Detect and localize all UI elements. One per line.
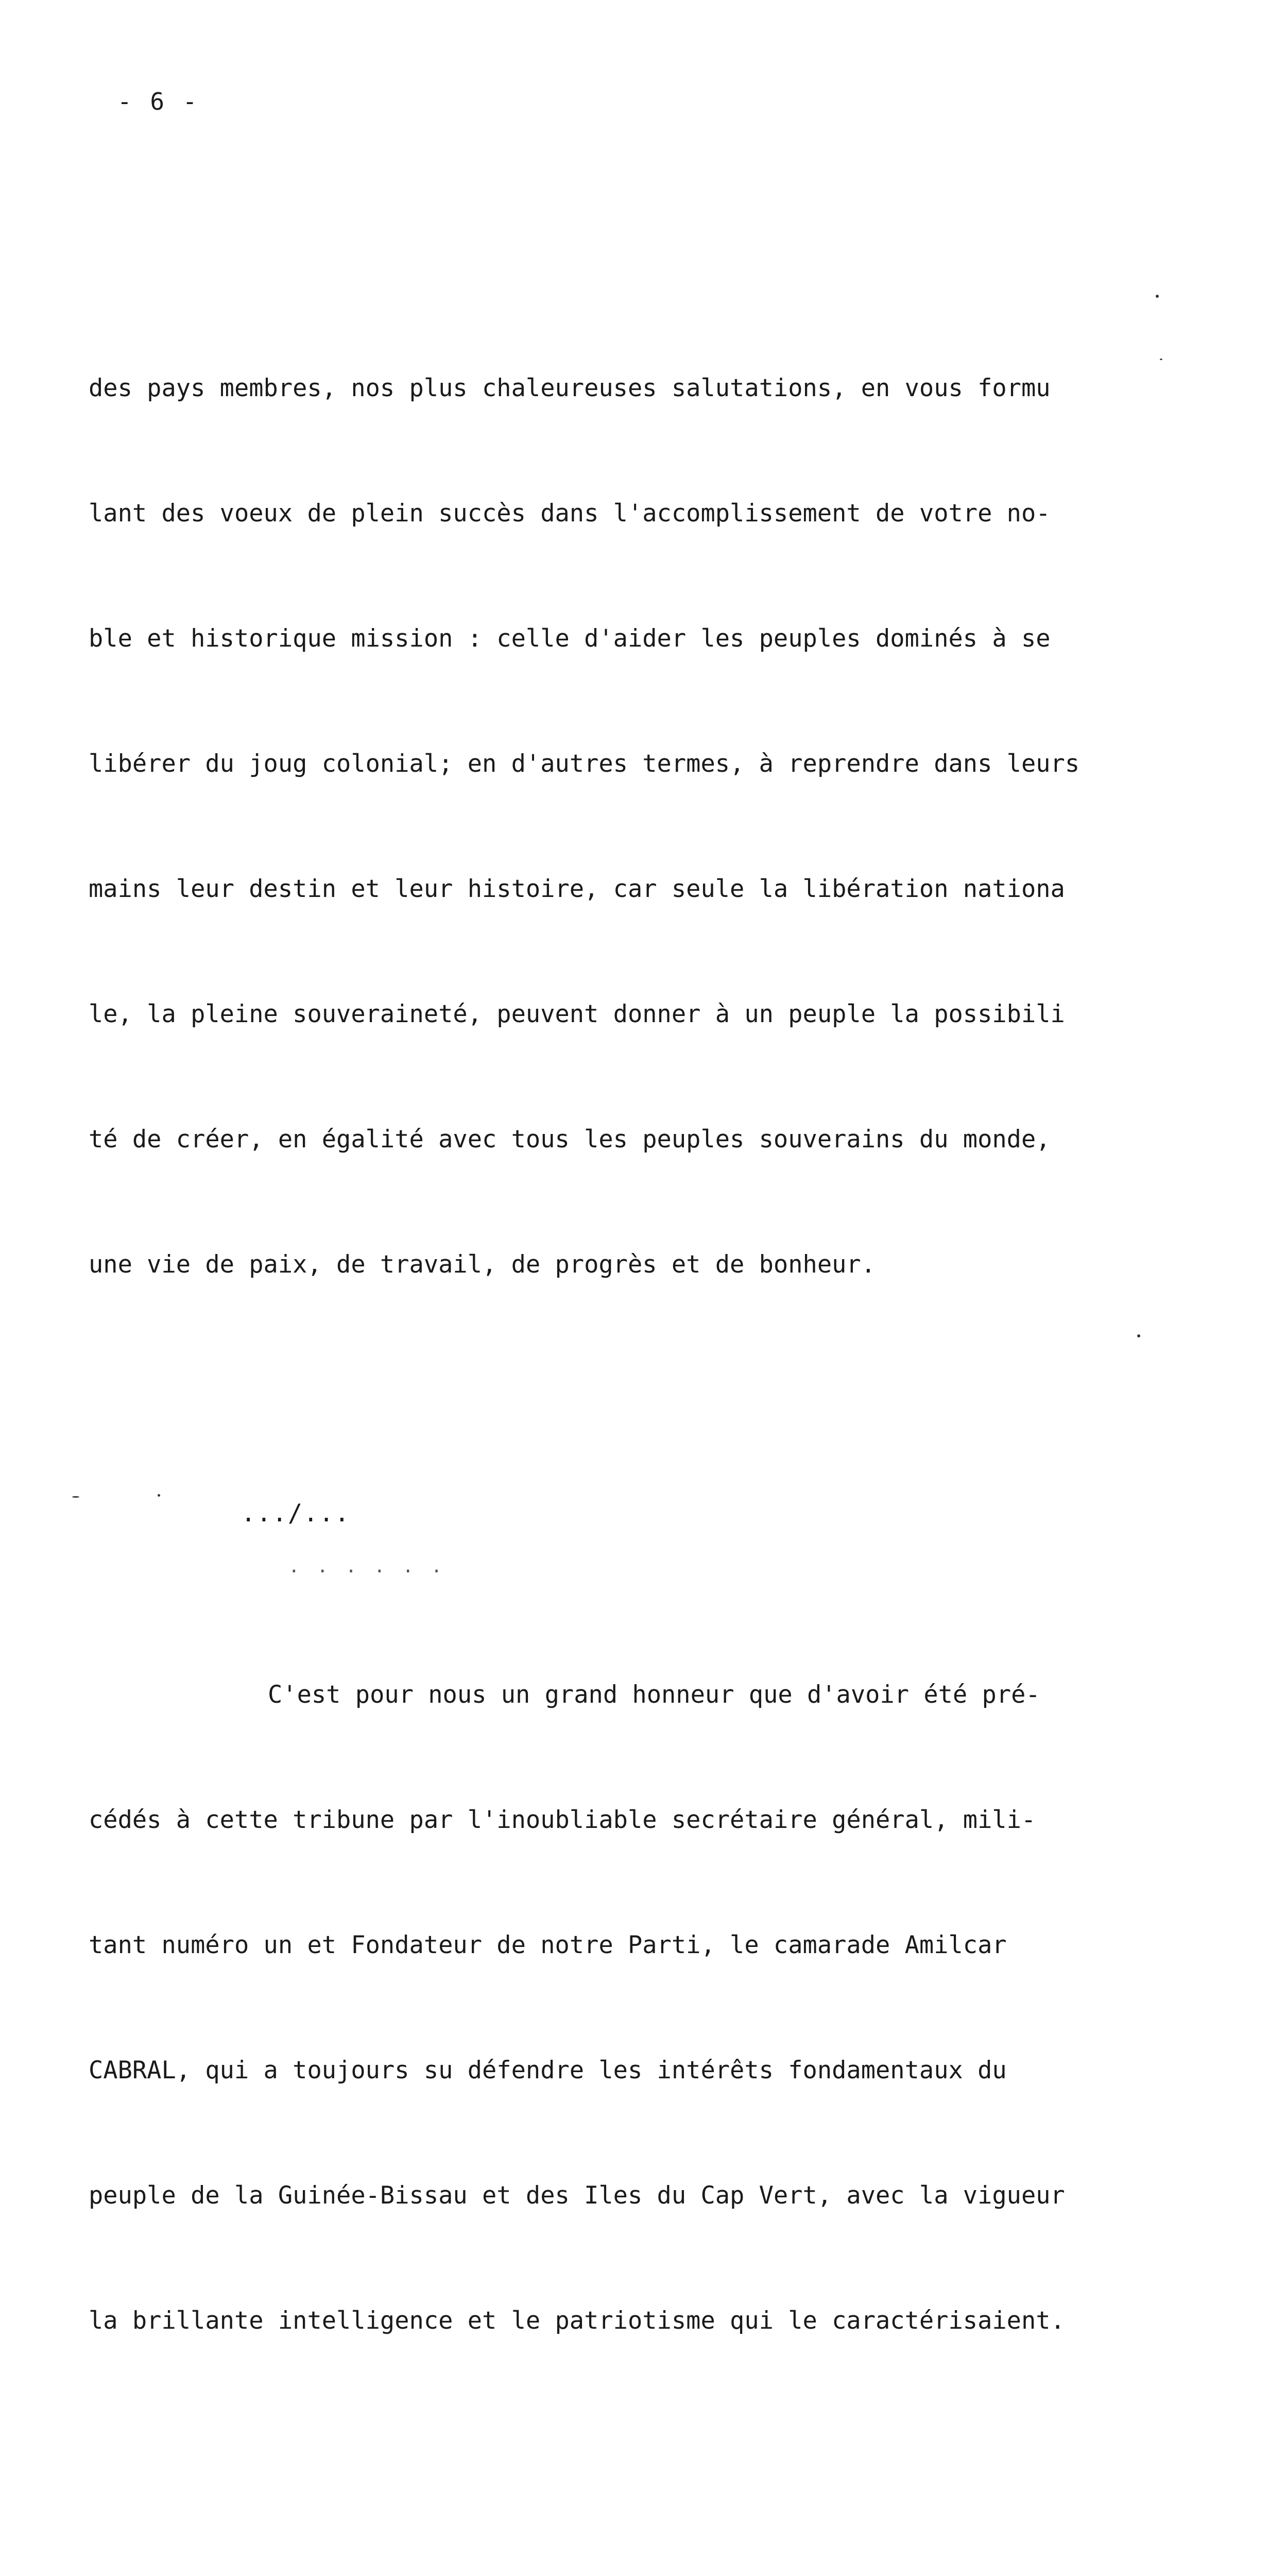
text-line: tant numéro un et Fondateur de notre Parti, le camarade Amilcar: [89, 1931, 1007, 1959]
text-line: des pays membres, nos plus chaleureuses salutations, en vous formu: [89, 374, 1051, 402]
text-line: la brillante intelligence et le patriotisme qui le caractérisaient.: [89, 2307, 1065, 2335]
paragraph-2: [89, 1590, 1129, 2425]
text-line: lant des voeux de plein succès dans l'accomplissement de votre no-: [89, 499, 1051, 528]
text-line: peuple de la Guinée-Bissau et des Iles du Cap Vert, avec la vigueur: [89, 2181, 1065, 2210]
text-line: cédés à cette tribune par l'inoubliable secrétaire général, mili-: [89, 1806, 1036, 1834]
text-line: CABRAL, qui a toujours su défendre les intérêts fondamentaux du: [89, 2056, 1007, 2084]
text-line: mains leur destin et leur histoire, car seule la libération nationa: [89, 875, 1065, 903]
scan-speck: [1137, 1334, 1140, 1337]
document-body: [89, 159, 1129, 2576]
scan-speck: [158, 1494, 160, 1497]
text-line: C'est pour nous un grand honneur que d'avoir été pré-: [268, 1681, 1040, 1709]
text-line: ble et historique mission : celle d'aider les peuples dominés à se: [89, 624, 1051, 653]
scan-dots: · · · · · ·: [288, 1561, 445, 1582]
scan-speck: [72, 1496, 79, 1498]
text-line: le, la pleine souveraineté, peuvent donner à un peuple la possibili: [89, 1000, 1065, 1028]
scan-speck: [1160, 359, 1162, 360]
text-line: libérer du joug colonial; en d'autres termes, à reprendre dans leurs: [89, 750, 1080, 778]
text-line: une vie de paix, de travail, de progrès et de bonheur.: [89, 1250, 876, 1279]
page-number: - 6 -: [117, 88, 199, 115]
continuation-mark: .../...: [241, 1499, 351, 1528]
paragraph-1: [89, 284, 1129, 1369]
text-line: té de créer, en égalité avec tous les peuples souverains du monde,: [89, 1125, 1051, 1154]
scan-speck: [1156, 295, 1159, 298]
